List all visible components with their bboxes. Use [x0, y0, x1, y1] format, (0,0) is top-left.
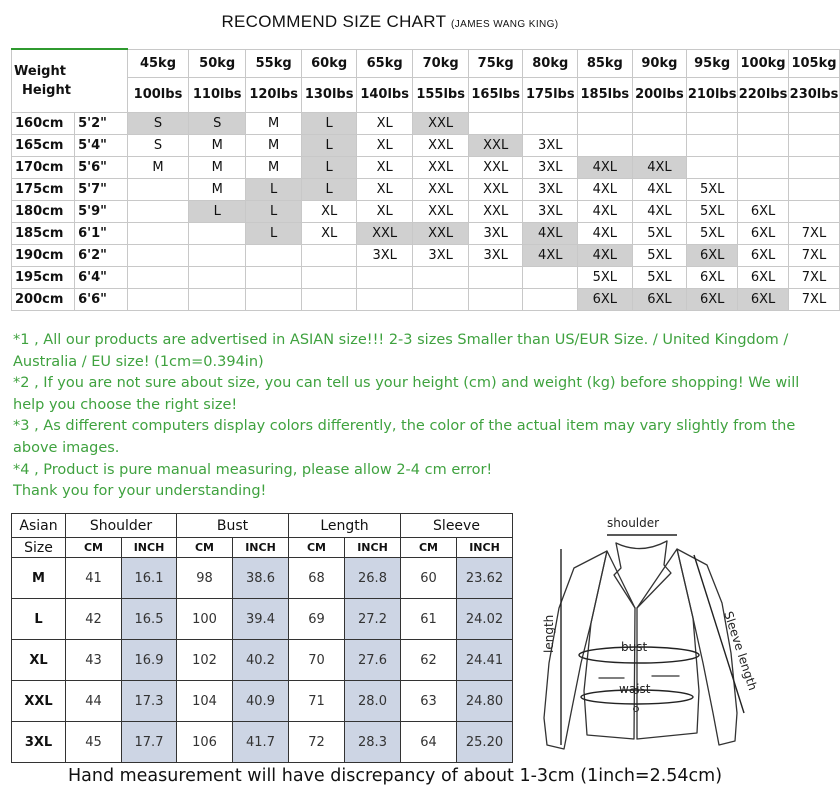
height-row	[12, 156, 840, 178]
length-label: length	[542, 614, 556, 653]
measure-value-cell: 26.8	[345, 558, 401, 599]
size-cell	[189, 244, 245, 266]
measure-value-cell: 61	[401, 599, 457, 640]
measure-value-cell: 44	[66, 681, 122, 722]
note-line: *2 , If you are not sure about size, you can tell us your height (cm) and weight (kg) before shopping! We will help you choose the right size!	[13, 375, 800, 413]
size-cell	[578, 112, 633, 134]
chart-title-brand: (JAMES WANG KING)	[451, 19, 559, 30]
column-header: Bust	[177, 514, 289, 538]
size-cell: M	[189, 156, 245, 178]
size-cell: 4XL	[578, 222, 633, 244]
height-row	[12, 222, 840, 244]
measure-value-cell: 24.02	[457, 599, 513, 640]
size-cell	[189, 288, 245, 310]
measure-row	[12, 599, 513, 640]
size-cell: XXL	[413, 200, 469, 222]
size-cell	[788, 156, 839, 178]
size-cell: XXL	[413, 134, 469, 156]
weight-kg-cell: 50kg	[189, 49, 245, 77]
weight-lbs-cell: 200lbs	[632, 77, 687, 112]
size-cell: 7XL	[788, 222, 839, 244]
size-cell: 6XL	[687, 266, 738, 288]
size-cell	[468, 266, 523, 288]
measure-value-cell: 40.9	[233, 681, 289, 722]
size-cell: 3XL	[468, 222, 523, 244]
size-cell: 5XL	[687, 222, 738, 244]
measure-value-cell: 104	[177, 681, 233, 722]
size-cell: 5XL	[687, 178, 738, 200]
weight-kg-cell: 60kg	[302, 49, 357, 77]
measure-value-cell: 38.6	[233, 558, 289, 599]
sleeve-label: Sleeve length	[721, 609, 760, 693]
unit-inch: INCH	[233, 538, 289, 558]
note-line: *1 , All our products are advertised in ASIAN size!!! 2-3 sizes Smaller than US/EUR Size. / United Kingdom / Australia / EU size! (1cm=0.394in)	[13, 332, 789, 370]
measure-value-cell: 42	[66, 599, 122, 640]
size-cell: L	[245, 222, 301, 244]
size-cell: 6XL	[632, 288, 687, 310]
size-cell: XL	[302, 222, 357, 244]
weight-kg-cell: 70kg	[413, 49, 469, 77]
weight-lbs-cell: 120lbs	[245, 77, 301, 112]
height-cm-cell: 185cm	[12, 222, 75, 244]
size-cell: L	[245, 178, 301, 200]
size-cell: S	[189, 112, 245, 134]
measure-unit-row	[12, 538, 513, 558]
size-cell	[578, 134, 633, 156]
size-cell: L	[245, 200, 301, 222]
size-cell	[632, 134, 687, 156]
measure-value-cell: 16.1	[122, 558, 177, 599]
height-ft-cell: 6'4"	[75, 266, 127, 288]
size-cell: XL	[356, 112, 412, 134]
height-ft-cell: 5'6"	[75, 156, 127, 178]
height-row	[12, 200, 840, 222]
measure-value-cell: 28.3	[345, 722, 401, 763]
size-cell: 4XL	[578, 178, 633, 200]
size-cell	[738, 134, 789, 156]
measure-value-cell: 106	[177, 722, 233, 763]
measure-value-cell: 69	[289, 599, 345, 640]
height-row	[12, 178, 840, 200]
measure-value-cell: 60	[401, 558, 457, 599]
notes	[13, 330, 828, 503]
weight-lbs-cell: 210lbs	[687, 77, 738, 112]
corner-cell	[12, 49, 128, 112]
unit-cm: CM	[66, 538, 122, 558]
size-cell	[632, 112, 687, 134]
jacket-right-sleeve	[677, 549, 737, 745]
size-cell	[738, 156, 789, 178]
size-cell: 3XL	[523, 200, 578, 222]
measure-value-cell: 16.9	[122, 640, 177, 681]
size-cell: L	[189, 200, 245, 222]
header-asian: Asian	[12, 514, 66, 538]
height-row	[12, 134, 840, 156]
height-ft-cell: 5'7"	[75, 178, 127, 200]
measurement-table	[11, 513, 513, 763]
weight-lbs-cell: 185lbs	[578, 77, 633, 112]
weight-lbs-cell: 155lbs	[413, 77, 469, 112]
chart-title	[0, 12, 780, 32]
weight-kg-row	[12, 49, 840, 77]
size-cell	[523, 266, 578, 288]
header-size: Size	[12, 538, 66, 558]
size-cell: M	[189, 134, 245, 156]
size-cell	[523, 288, 578, 310]
size-cell	[245, 288, 301, 310]
unit-inch: INCH	[122, 538, 177, 558]
size-cell: 4XL	[632, 200, 687, 222]
weight-lbs-row	[12, 77, 840, 112]
size-cell	[738, 178, 789, 200]
size-cell	[687, 112, 738, 134]
size-cell	[302, 288, 357, 310]
size-cell: M	[245, 112, 301, 134]
size-cell: 5XL	[687, 200, 738, 222]
weight-kg-cell: 75kg	[468, 49, 523, 77]
column-header: Length	[289, 514, 401, 538]
measure-value-cell: 40.2	[233, 640, 289, 681]
measure-header-row	[12, 514, 513, 538]
measure-value-cell: 70	[289, 640, 345, 681]
unit-cm: CM	[177, 538, 233, 558]
size-cell: XXL	[468, 200, 523, 222]
height-cm-cell: 200cm	[12, 288, 75, 310]
note-line: *3 , As different computers display colors differently, the color of the actual item may vary slightly from the above images.	[13, 418, 796, 456]
weight-lbs-cell: 140lbs	[356, 77, 412, 112]
note-line: Thank you for your understanding!	[13, 483, 267, 500]
size-cell: 3XL	[523, 156, 578, 178]
weight-kg-cell: 55kg	[245, 49, 301, 77]
size-cell	[468, 112, 523, 134]
shoulder-label: shoulder	[607, 516, 660, 530]
size-cell: 7XL	[788, 244, 839, 266]
size-cell	[127, 200, 189, 222]
size-cell: 3XL	[356, 244, 412, 266]
weight-lbs-cell: 175lbs	[523, 77, 578, 112]
size-cell: 5XL	[578, 266, 633, 288]
size-cell: L	[302, 178, 357, 200]
measure-value-cell: 64	[401, 722, 457, 763]
height-row	[12, 244, 840, 266]
size-cell	[788, 134, 839, 156]
measure-value-cell: 16.5	[122, 599, 177, 640]
weight-kg-cell: 90kg	[632, 49, 687, 77]
size-cell	[245, 266, 301, 288]
weight-kg-cell: 95kg	[687, 49, 738, 77]
size-cell	[127, 178, 189, 200]
measure-value-cell: 27.2	[345, 599, 401, 640]
height-cm-cell: 180cm	[12, 200, 75, 222]
size-cell	[788, 112, 839, 134]
measure-size-cell: L	[12, 599, 66, 640]
size-cell	[302, 266, 357, 288]
height-cm-cell: 165cm	[12, 134, 75, 156]
size-cell	[523, 112, 578, 134]
height-ft-cell: 5'4"	[75, 134, 127, 156]
weight-kg-cell: 80kg	[523, 49, 578, 77]
measure-size-cell: 3XL	[12, 722, 66, 763]
measure-value-cell: 98	[177, 558, 233, 599]
size-cell: 5XL	[632, 266, 687, 288]
size-cell	[127, 244, 189, 266]
size-cell: XXL	[413, 178, 469, 200]
size-cell: 6XL	[738, 222, 789, 244]
size-cell: XXL	[413, 222, 469, 244]
weight-lbs-cell: 100lbs	[127, 77, 189, 112]
size-cell: XXL	[468, 134, 523, 156]
size-cell	[687, 134, 738, 156]
size-cell	[788, 200, 839, 222]
measure-value-cell: 71	[289, 681, 345, 722]
corner-weight: Weight	[14, 63, 66, 79]
height-cm-cell: 195cm	[12, 266, 75, 288]
height-ft-cell: 6'6"	[75, 288, 127, 310]
weight-kg-cell: 100kg	[738, 49, 789, 77]
size-cell	[738, 112, 789, 134]
size-cell: 7XL	[788, 266, 839, 288]
unit-cm: CM	[289, 538, 345, 558]
measure-row	[12, 681, 513, 722]
size-cell: L	[302, 134, 357, 156]
note-line: *4 , Product is pure manual measuring, please allow 2-4 cm error!	[13, 461, 493, 478]
measure-value-cell: 17.3	[122, 681, 177, 722]
weight-lbs-cell: 230lbs	[788, 77, 839, 112]
measure-size-cell: XXL	[12, 681, 66, 722]
weight-lbs-cell: 220lbs	[738, 77, 789, 112]
size-cell	[356, 288, 412, 310]
column-header: Sleeve	[401, 514, 513, 538]
jacket-collar-right	[637, 541, 671, 608]
size-cell: XXL	[413, 112, 469, 134]
size-cell: 3XL	[468, 244, 523, 266]
size-cell: 6XL	[738, 288, 789, 310]
size-cell: 6XL	[687, 288, 738, 310]
size-cell: 3XL	[413, 244, 469, 266]
measure-value-cell: 100	[177, 599, 233, 640]
size-cell: 6XL	[738, 244, 789, 266]
size-cell: M	[245, 134, 301, 156]
chart-title-main: RECOMMEND SIZE CHART	[221, 12, 446, 31]
size-cell: 3XL	[523, 178, 578, 200]
size-cell	[788, 178, 839, 200]
size-cell: 4XL	[523, 244, 578, 266]
size-cell: 4XL	[578, 200, 633, 222]
measure-value-cell: 27.6	[345, 640, 401, 681]
size-cell: M	[189, 178, 245, 200]
measure-value-cell: 41	[66, 558, 122, 599]
measure-value-cell: 68	[289, 558, 345, 599]
size-cell: XXL	[356, 222, 412, 244]
size-cell: 4XL	[523, 222, 578, 244]
size-cell	[127, 222, 189, 244]
weight-lbs-cell: 130lbs	[302, 77, 357, 112]
size-cell: XL	[356, 156, 412, 178]
measure-value-cell: 25.20	[457, 722, 513, 763]
height-ft-cell: 5'2"	[75, 112, 127, 134]
column-header: Shoulder	[66, 514, 177, 538]
size-cell: 5XL	[632, 244, 687, 266]
height-cm-cell: 170cm	[12, 156, 75, 178]
measure-value-cell: 24.80	[457, 681, 513, 722]
measure-value-cell: 102	[177, 640, 233, 681]
height-cm-cell: 175cm	[12, 178, 75, 200]
size-cell: XL	[356, 178, 412, 200]
jacket-neck	[616, 541, 667, 549]
size-cell	[468, 288, 523, 310]
measure-value-cell: 17.7	[122, 722, 177, 763]
measure-value-cell: 41.7	[233, 722, 289, 763]
height-ft-cell: 6'2"	[75, 244, 127, 266]
size-cell	[127, 288, 189, 310]
size-cell: M	[245, 156, 301, 178]
measure-value-cell: 72	[289, 722, 345, 763]
weight-kg-cell: 45kg	[127, 49, 189, 77]
size-cell: XL	[356, 134, 412, 156]
weight-lbs-cell: 110lbs	[189, 77, 245, 112]
unit-inch: INCH	[345, 538, 401, 558]
footer-note: Hand measurement will have discrepancy of about 1-3cm (1inch=2.54cm)	[67, 766, 723, 786]
size-cell: 4XL	[632, 156, 687, 178]
weight-lbs-cell: 165lbs	[468, 77, 523, 112]
measure-size-cell: XL	[12, 640, 66, 681]
measure-row	[12, 558, 513, 599]
size-cell: M	[127, 156, 189, 178]
height-cm-cell: 160cm	[12, 112, 75, 134]
bust-label: bust	[621, 640, 648, 654]
unit-inch: INCH	[457, 538, 513, 558]
height-row	[12, 112, 840, 134]
size-cell	[189, 222, 245, 244]
jacket-collar-left	[614, 543, 635, 608]
waist-label: waist	[619, 682, 651, 696]
measure-row	[12, 640, 513, 681]
size-cell	[687, 156, 738, 178]
size-cell: 7XL	[788, 288, 839, 310]
measure-value-cell: 63	[401, 681, 457, 722]
size-cell: 4XL	[578, 244, 633, 266]
size-cell: 5XL	[632, 222, 687, 244]
measure-value-cell: 39.4	[233, 599, 289, 640]
measure-value-cell: 23.62	[457, 558, 513, 599]
height-row	[12, 266, 840, 288]
size-cell	[127, 266, 189, 288]
measure-value-cell: 28.0	[345, 681, 401, 722]
recommend-size-table	[11, 48, 840, 311]
size-cell: L	[302, 112, 357, 134]
size-cell: 6XL	[687, 244, 738, 266]
measure-value-cell: 24.41	[457, 640, 513, 681]
size-cell	[413, 288, 469, 310]
unit-cm: CM	[401, 538, 457, 558]
size-cell	[302, 244, 357, 266]
size-cell: XXL	[413, 156, 469, 178]
measure-value-cell: 43	[66, 640, 122, 681]
size-cell: XXL	[468, 156, 523, 178]
size-cell: 4XL	[578, 156, 633, 178]
height-ft-cell: 5'9"	[75, 200, 127, 222]
measure-value-cell: 62	[401, 640, 457, 681]
size-cell: 3XL	[523, 134, 578, 156]
measure-size-cell: M	[12, 558, 66, 599]
size-cell: S	[127, 112, 189, 134]
height-ft-cell: 6'1"	[75, 222, 127, 244]
size-cell: 6XL	[738, 266, 789, 288]
size-cell: 4XL	[632, 178, 687, 200]
size-cell: 6XL	[578, 288, 633, 310]
measure-value-cell: 45	[66, 722, 122, 763]
size-cell	[245, 244, 301, 266]
corner-height: Height	[22, 82, 71, 98]
weight-kg-cell: 85kg	[578, 49, 633, 77]
weight-kg-cell: 105kg	[788, 49, 839, 77]
height-cm-cell: 190cm	[12, 244, 75, 266]
size-cell: L	[302, 156, 357, 178]
size-cell: XL	[356, 200, 412, 222]
size-cell	[189, 266, 245, 288]
measure-row	[12, 722, 513, 763]
size-cell	[413, 266, 469, 288]
size-cell: 6XL	[738, 200, 789, 222]
size-cell	[356, 266, 412, 288]
weight-kg-cell: 65kg	[356, 49, 412, 77]
size-cell: S	[127, 134, 189, 156]
size-cell: XXL	[468, 178, 523, 200]
jacket-measure-diagram	[519, 513, 764, 766]
height-row	[12, 288, 840, 310]
size-cell: XL	[302, 200, 357, 222]
